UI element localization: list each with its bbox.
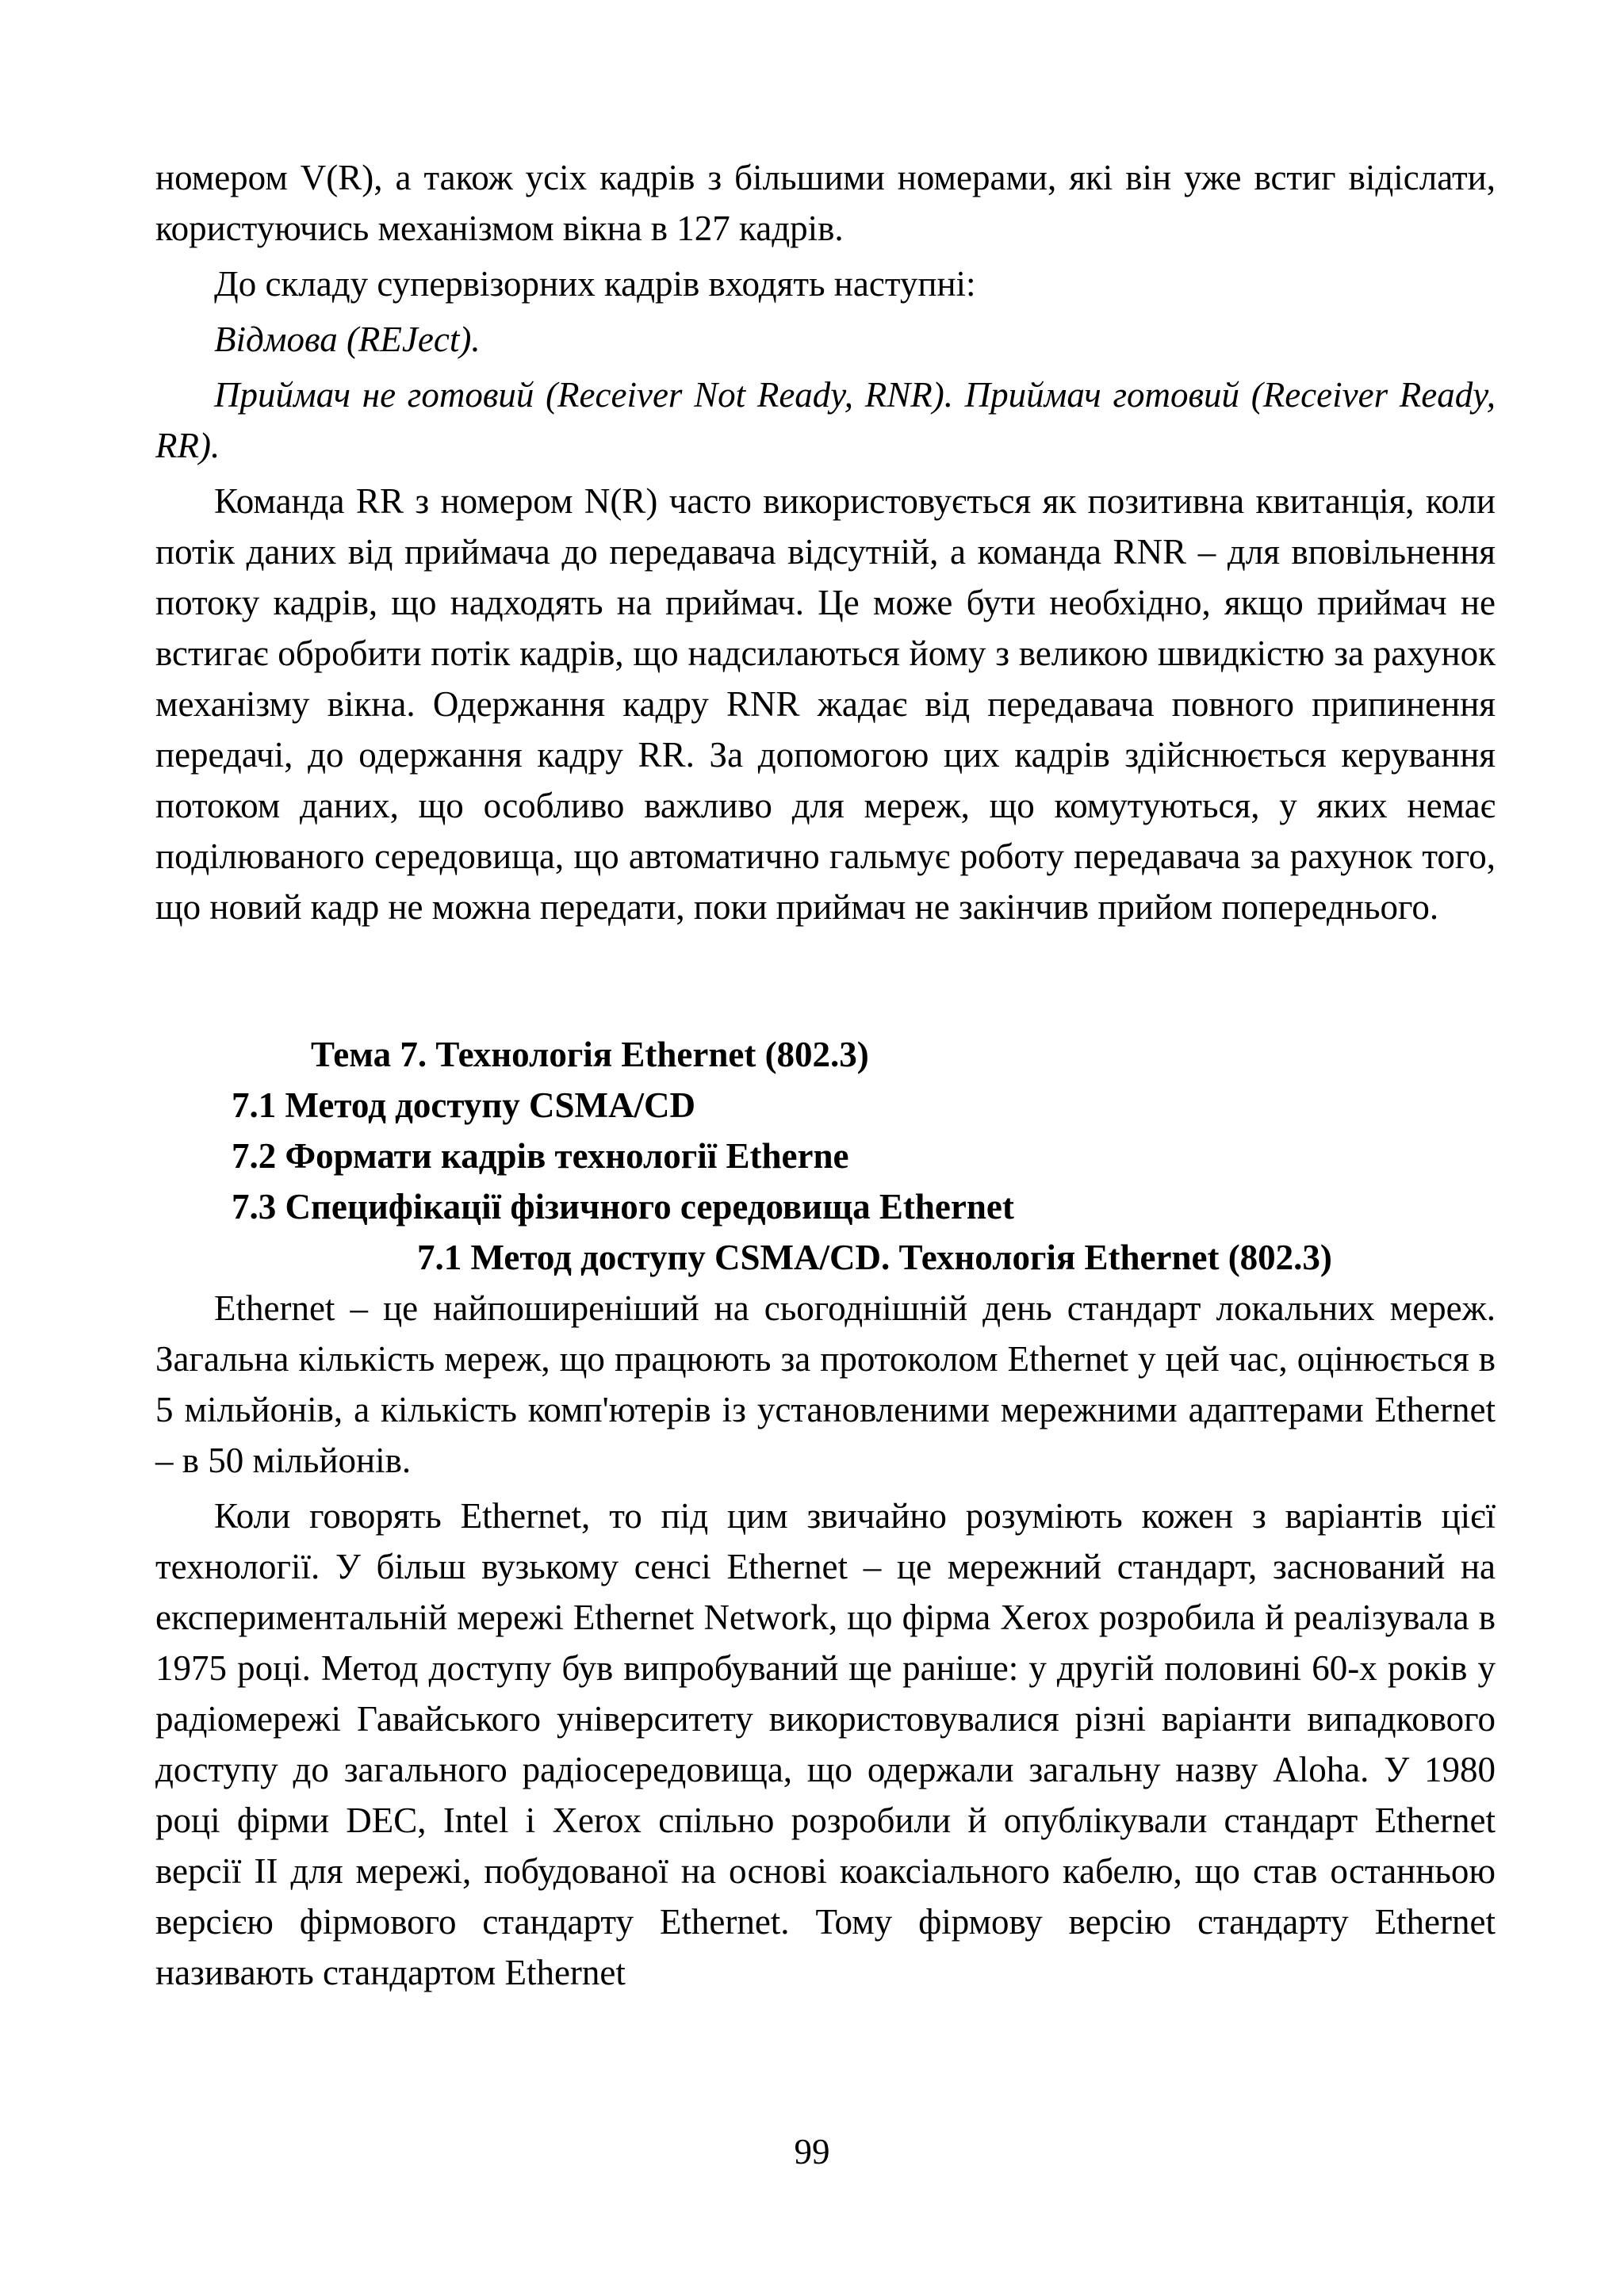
page-number: 99 bbox=[794, 2132, 830, 2172]
subtopic-7-2: 7.2 Формати кадрів технології Etherne bbox=[232, 1136, 849, 1176]
paragraph-continuation: номером V(R), а також усіх кадрів з більшими номерами, які він уже встиг відіслати, користуючись механізмом вікна в 127 кадрів. bbox=[155, 158, 1496, 248]
paragraph-ethernet-intro: Ethernet – це найпоширеніший на сьогоднішній день стандарт локальних мереж. Загальна кількість мереж, що працюють за протоколом Ethernet у цей час, оцінюється в 5 мільйонів, а кількість комп'ютерів із установленими мережними адаптерами Ethernet – в 50 мільйонів. bbox=[155, 1288, 1496, 1480]
page-body bbox=[155, 152, 1496, 1998]
paragraph-rnr-rr: Приймач не готовий (Receiver Not Ready, RNR). Приймач готовий (Receiver Ready, RR). bbox=[155, 375, 1496, 465]
topic-title: Тема 7. Технологія Ethernet (802.3) bbox=[311, 1035, 869, 1074]
paragraph-reject: Відмова (REJect). bbox=[214, 320, 481, 359]
subtopic-7-3: 7.3 Специфікації фізичного середовища Ethernet bbox=[232, 1187, 1014, 1226]
paragraph-supervisory-intro: До складу супервізорних кадрів входять наступні: bbox=[214, 264, 976, 304]
topic-headings bbox=[155, 1029, 1496, 1283]
paragraph-rr-command: Команда RR з номером N(R) часто використовується як позитивна квитанція, коли потік даних від приймача до передавача відсутній, а команда RNR – для вповільнення потоку кадрів, що надходять на приймач. Це може бути необхідно, якщо приймач не встигає обробити потік кадрів, що надсилаються йому з великою швидкістю за рахунок механізму вікна. Одержання кадру RNR жадає від передавача повного припинення передачі, до одержання кадру RR. За допомогою цих кадрів здійснюється керування потоком даних, що особливо важливо для мереж, що комутуються, у яких немає поділюваного середовища, що автоматично гальмує роботу передавача за рахунок того, що новий кадр не можна передати, поки приймач не закінчив прийом попереднього. bbox=[155, 481, 1496, 927]
subtopic-7-1: 7.1 Метод доступу CSMA/CD bbox=[232, 1085, 695, 1125]
section-title: 7.1 Метод доступу CSMA/CD. Технологія Ethernet (802.3) bbox=[417, 1238, 1332, 1277]
paragraph-ethernet-history: Коли говорять Ethernet, то під цим звичайно розуміють кожен з варіантів цієї технології. У більш вузькому сенсі Ethernet – це мережний стандарт, заснований на експериментальній мережі Ethernet Network, що фірма Xerox розробила й реалізувала в 1975 році. Метод доступу був випробуваний ще раніше: у другій половині 60-х років у радіомережі Гавайського університету використовувалися різні варіанти випадкового доступу до загального радіосередовища, що одержали загальну назву Aloha. У 1980 році фірми DEC, Intel і Xerox спільно розробили й опублікували стандарт Ethernet версії II для мережі, побудованої на основі коаксіального кабелю, що став останньою версією фірмового стандарту Ethernet. Тому фірмову версію стандарту Ethernet називають стандартом Ethernet bbox=[155, 1496, 1496, 1992]
